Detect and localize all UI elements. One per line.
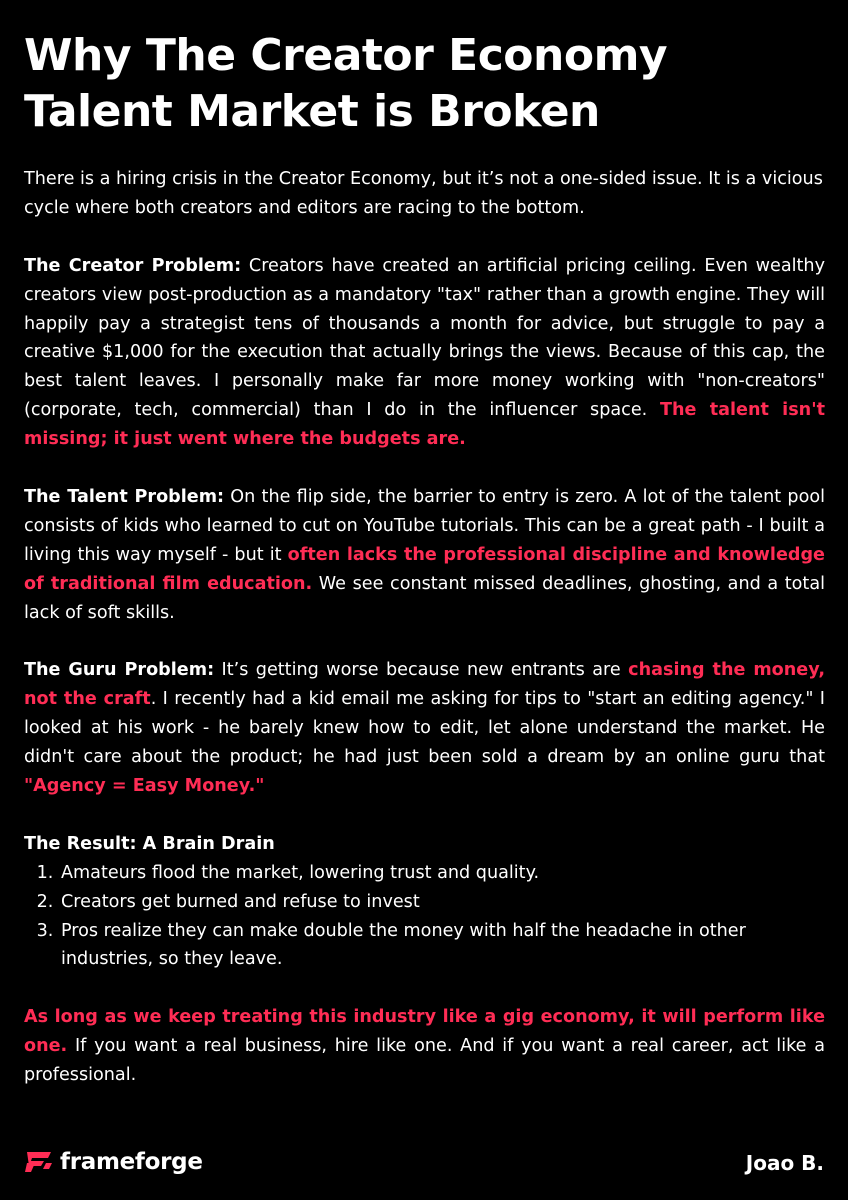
logo-wordmark: frameforge (60, 1149, 203, 1175)
talent-problem-text: On the flip side, the barrier to entry is zero. A lot of the talent pool consists of kids who learned to cut on YouTube tutorials. This can be a great path - I built a living this way myself - but it (24, 486, 826, 565)
result-list-item: 1. Amateurs flood the market, lowering trust and quality. (59, 859, 825, 888)
guru-problem-highlight-2: "Agency = Easy Money." (24, 775, 265, 796)
creator-problem-paragraph (24, 252, 825, 454)
guru-problem-text: It’s getting worse because new entrants are (214, 660, 629, 681)
talent-problem-heading: The Talent Problem: (24, 486, 225, 507)
creator-problem-text: Creators have created an artificial pricing ceiling. Even wealthy creators view post-production as a mandatory "tax" rather than a growth engine. They will happily pay a strategist tens of thousands a month for advice, but struggle to pay a creative $1,000 for the execution that actually brings the views. Because of this cap, the best talent leaves. I personally make far more money working with "non-creators" (corporate, tech, commercial) than I do in the influencer space. (24, 255, 825, 421)
talent-problem-text-after: We see constant missed deadlines, ghosting, and a total lack of soft skills. (24, 573, 826, 623)
conclusion-text: If you want a real business, hire like one. And if you want a real career, act like a professional. (24, 1036, 825, 1086)
result-list-item: 2. Creators get burned and refuse to invest (59, 888, 825, 917)
guru-problem-heading: The Guru Problem: (24, 660, 215, 681)
result-list-item: 3. Pros realize they can make double the money with half the headache in other industries, so they leave. (59, 917, 825, 975)
talent-problem-highlight: often lacks the professional discipline and knowledge of traditional film education. (24, 544, 825, 594)
result-list (24, 859, 825, 975)
frameforge-logo (24, 1146, 203, 1178)
conclusion-paragraph (24, 1003, 825, 1090)
intro-paragraph: There is a hiring crisis in the Creator Economy, but it’s not a one-sided issue. It is a vicious cycle where both creators and editors are racing to the bottom. (24, 169, 823, 218)
creator-problem-highlight: The talent isn't missing; it just went where the budgets are. (24, 400, 825, 450)
guru-problem-text-after: . I recently had a kid email me asking for tips to "start an editing agency." I looked at his work - he barely knew how to edit, let alone understand the market. He didn't care about the product; he had just been sold a dream by an online guru that (24, 689, 825, 768)
frameforge-logo-icon (24, 1150, 54, 1174)
talent-problem-paragraph (24, 483, 825, 628)
result-heading: The Result: A Brain Drain (24, 833, 275, 854)
page-title (24, 28, 825, 140)
article-body (24, 165, 825, 1090)
guru-problem-highlight: chasing the money, not the craft (24, 660, 826, 710)
title-line-1: Why The Creator Economy (24, 30, 668, 81)
conclusion-highlight: As long as we keep treating this industry like a gig economy, it will perform like one. (24, 1007, 825, 1057)
author-name: Joao B. (745, 1151, 824, 1175)
guru-problem-paragraph (24, 656, 825, 801)
result-section (24, 830, 825, 975)
creator-problem-heading: The Creator Problem: (24, 255, 242, 276)
title-line-2: Talent Market is Broken (24, 86, 600, 137)
